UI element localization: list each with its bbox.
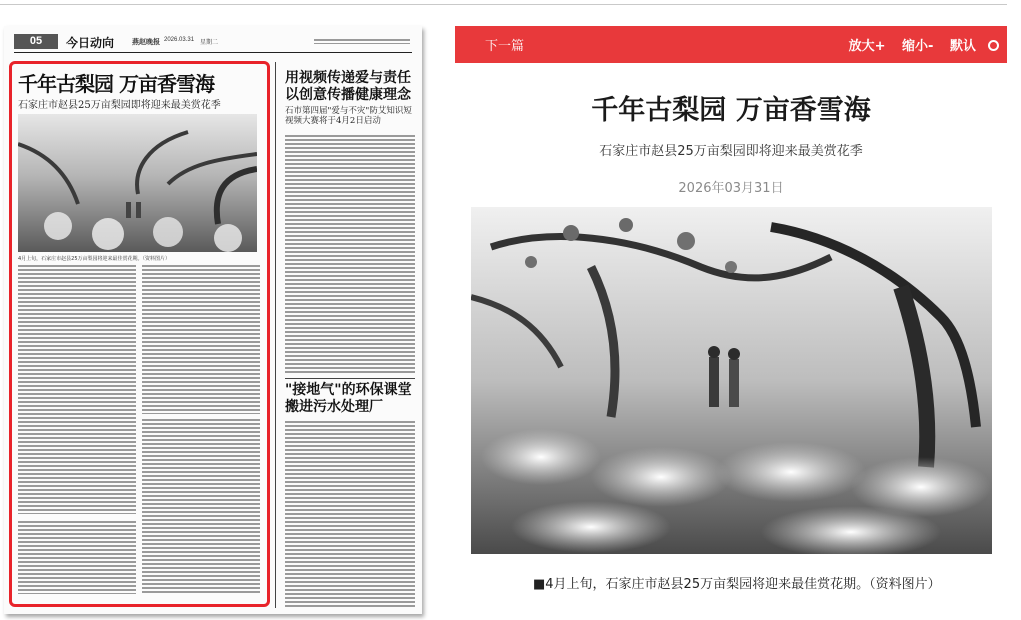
story-divider <box>285 378 415 379</box>
selected-article-highlight[interactable] <box>9 61 270 607</box>
masthead-small: 燕赵晚报 <box>132 39 160 46</box>
section-name: 今日动向 <box>66 36 115 50</box>
header-fine-print <box>314 38 410 44</box>
default-size-label: 默认 <box>949 39 976 54</box>
lead-story-caption: 4月上旬，石家庄市赵县25万亩梨园将迎来最佳赏花期。（资料图片） <box>18 256 171 262</box>
lead-story-title: 千年古梨园 万亩香雪海 <box>18 72 214 96</box>
right-story-2-body <box>285 420 415 608</box>
next-article-button[interactable]: 下一篇 <box>485 39 525 54</box>
right-story-1-body <box>285 134 415 374</box>
top-divider <box>0 4 1007 5</box>
newspaper-header <box>14 34 412 53</box>
right-story-1-subtitle: 石市第四届"爱与不灾"防艾知识短视频大赛将于4月2日启动 <box>285 106 412 126</box>
date-small: 2026.03.31 <box>164 37 195 43</box>
zoom-in-button[interactable]: 放大+ <box>848 39 886 54</box>
right-story-2-title: "接地气"的环保课堂 搬进污水处理厂 <box>285 382 412 415</box>
right-story-1-title: 用视频传递爱与责任 以创意传播健康理念 <box>285 70 411 103</box>
page-number: 05 <box>14 34 58 49</box>
article-toolbar <box>455 26 1007 63</box>
article-date: 2026年03月31日 <box>678 181 784 196</box>
lead-story-subtitle: 石家庄市赵县25万亩梨园即将迎来最美赏花季 <box>18 100 221 111</box>
column-divider <box>275 62 276 608</box>
article-photo-caption: ■4月上旬，石家庄市赵县25万亩梨园将迎来最佳赏花期。（资料图片） <box>533 577 941 592</box>
zoom-out-button[interactable]: 缩小- <box>902 39 934 54</box>
article-photo <box>471 207 992 554</box>
edition-small: 星期二 <box>200 40 219 46</box>
default-size-button[interactable] <box>950 39 999 54</box>
reset-circle-icon <box>988 40 999 51</box>
article-subtitle: 石家庄市赵县25万亩梨园即将迎来最美赏花季 <box>599 144 863 159</box>
font-size-controls <box>837 35 999 54</box>
article-title: 千年古梨园 万亩香雪海 <box>591 95 871 126</box>
newspaper-page-thumbnail[interactable] <box>4 26 422 614</box>
